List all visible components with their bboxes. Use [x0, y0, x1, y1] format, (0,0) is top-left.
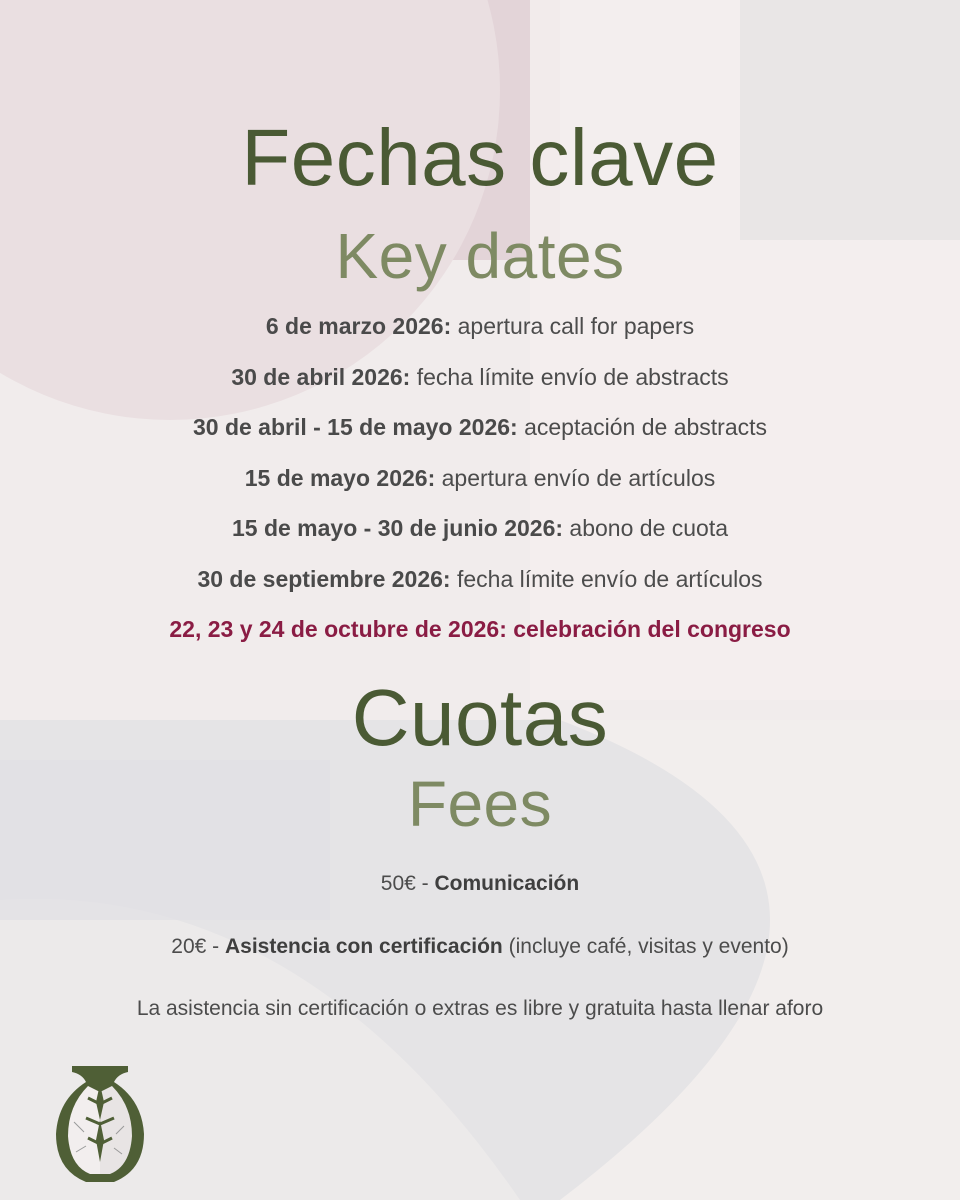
- date-item: [0, 357, 960, 408]
- fee-amount: 20€ -: [171, 935, 225, 958]
- date-item: [0, 458, 960, 509]
- fee-amount: 50€ -: [380, 872, 435, 895]
- date-item: [0, 407, 960, 458]
- fees-title-es: Cuotas: [351, 673, 609, 762]
- fee-item: [0, 935, 960, 959]
- fee-item: [0, 872, 960, 896]
- date-item: [0, 559, 960, 610]
- date-label: 30 de abril 2026:: [231, 363, 411, 390]
- date-event: abono de cuota: [563, 515, 729, 541]
- fee-name: Asistencia con certificación: [224, 935, 503, 958]
- date-event: aceptación de abstracts: [517, 414, 768, 440]
- date-label: 15 de mayo - 30 de junio 2026:: [231, 515, 564, 541]
- date-event: fecha límite envío de artículos: [450, 565, 763, 592]
- congress-dates: 22, 23 y 24 de octubre de 2026: celebración del congreso: [169, 616, 791, 642]
- key-dates-title-en: Key dates: [335, 220, 625, 292]
- date-event: apertura envío de artículos: [435, 464, 716, 491]
- date-event: apertura call for papers: [451, 313, 695, 339]
- date-event: fecha límite envío de abstracts: [410, 363, 729, 390]
- key-dates-list: [0, 306, 960, 660]
- date-label: 15 de mayo 2026:: [244, 464, 436, 491]
- date-label: 30 de septiembre 2026:: [197, 565, 451, 592]
- date-label: 6 de marzo 2026:: [265, 313, 452, 339]
- free-attendance-note: La asistencia sin certificación o extras es libre y gratuita hasta llenar aforo: [136, 997, 824, 1020]
- date-item: [0, 508, 960, 559]
- date-item: [0, 306, 960, 357]
- fee-note: (incluye café, visitas y evento): [502, 935, 789, 958]
- fees-title-en: Fees: [407, 768, 553, 840]
- key-dates-title-es: Fechas clave: [241, 113, 719, 202]
- fee-name: Comunicación: [434, 872, 580, 895]
- date-label: 30 de abril - 15 de mayo 2026:: [192, 414, 518, 440]
- amphora-logo-icon: [54, 1062, 146, 1184]
